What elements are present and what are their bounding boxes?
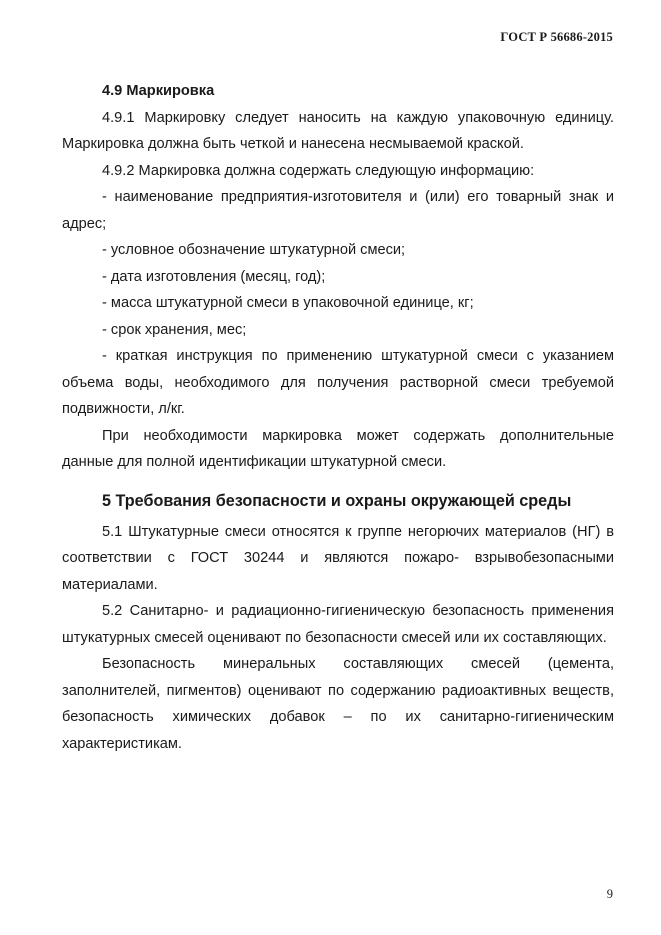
- document-code: ГОСТ Р 56686-2015: [500, 30, 613, 44]
- paragraph-4-9-1: 4.9.1 Маркировку следует наносить на каждую упаковочную единицу. Маркировка должна быть четкой и нанесена несмываемой краской.: [62, 109, 614, 152]
- list-item-shelf-life: - срок хранения, мес;: [102, 321, 247, 338]
- list-item-date: - дата изготовления (месяц, год);: [102, 268, 326, 285]
- section-5-heading: 5 Требования безопасности и охраны окружающей среды: [102, 491, 572, 510]
- paragraph-5-1: 5.1 Штукатурные смеси относятся к группе негорючих материалов (НГ) в соответствии с ГОСТ 30244 и являются пожаро- взрывобезопасными материалами.: [62, 523, 614, 593]
- paragraph-additional-data: При необходимости маркировка может содержать дополнительные данные для полной идентификации штукатурной смеси.: [62, 427, 614, 470]
- list-item-mass: - масса штукатурной смеси в упаковочной единице, кг;: [102, 295, 474, 311]
- paragraph-mineral-safety: Безопасность минеральных составляющих смесей (цемента, заполнителей, пигментов) оценивают по содержанию радиоактивных веществ, безопасность химических добавок – по их санитарно-гигиеническим характеристикам.: [62, 656, 614, 752]
- paragraph-4-9-2: 4.9.2 Маркировка должна содержать следующую информацию:: [102, 162, 535, 179]
- section-4-9-heading: 4.9 Маркировка: [102, 83, 215, 99]
- list-item-instruction: - краткая инструкция по применению штукатурной смеси с указанием объема воды, необходимого для получения растворной смеси требуемой подвижности, л/кг.: [62, 348, 614, 417]
- page-content: [62, 78, 614, 757]
- paragraph-5-2: 5.2 Санитарно- и радиационно-гигиеническую безопасность применения штукатурных смесей оценивают по безопасности смесей или их составляющих.: [62, 603, 614, 646]
- list-item-manufacturer: - наименование предприятия-изготовителя и (или) его товарный знак и адрес;: [62, 189, 614, 232]
- list-item-designation: - условное обозначение штукатурной смеси;: [102, 242, 406, 258]
- page-number: 9: [606, 887, 613, 901]
